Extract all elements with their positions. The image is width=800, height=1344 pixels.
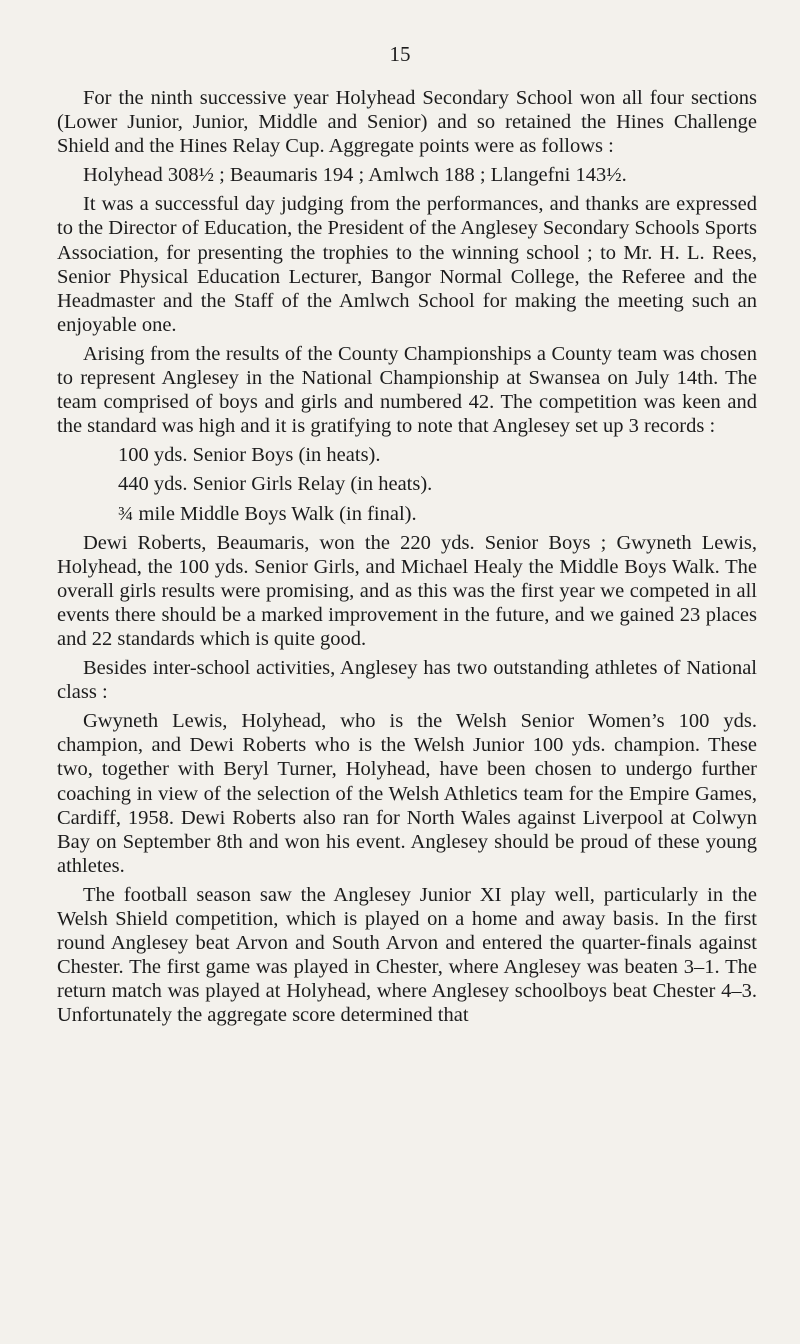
paragraph-thanks: It was a successful day judging from the performances, and thanks are expressed to the Director of Education, the President of the Anglesey Secondary Schools Sports Association, for presenting the trophies to the winning school ; to Mr. H. L. Rees, Senior Physical Education Lecturer, Bangor Normal College, the Referee and the Headmaster and the Staff of the Amlwch School for making the meeting such an enjoyable one. [57,193,757,336]
record-item: ¾ mile Middle Boys Walk (in final). [118,502,417,525]
document-body [57,86,757,1032]
paragraph-outstanding-athletes: Besides inter-school activities, Anglesey has two outstanding athletes of National class : [57,657,757,704]
paragraph-football: The football season saw the Anglesey Junior XI play well, particularly in the Welsh Shield competition, which is played on a home and away basis. In the first round Anglesey beat Arvon and South Arvon and entered the quarter-finals against Chester. The first game was played in Chester, where Anglesey was beaten 3–1. The return match was played at Holyhead, where Anglesey schoolboys beat Chester 4–3. Unfortunately the aggregate score determined that [57,883,757,1027]
paragraph-county-team: Arising from the results of the County Championships a County team was chosen to represent Anglesey in the National Championship at Swansea on July 14th. The team comprised of boys and girls and numbered 42. The competition was keen and the standard was high and it is gratifying to note that Anglesey set up 3 records : [57,342,757,438]
record-item: 440 yds. Senior Girls Relay (in heats). [118,473,433,496]
paragraph-sports-results: For the ninth successive year Holyhead Secondary School won all four sections (Lower Junior, Junior, Middle and Senior) and so retained the Hines Challenge Shield and the Hines Relay Cup. Aggregate points were as follows : [57,87,757,158]
record-item: 100 yds. Senior Boys (in heats). [118,444,381,467]
page-number: 15 [389,42,411,66]
paragraph-winners: Dewi Roberts, Beaumaris, won the 220 yds. Senior Boys ; Gwyneth Lewis, Holyhead, the 100 yds. Senior Girls, and Michael Healy the Middle Boys Walk. The overall girls results were promising, and as this was the first year we competed in all events there should be a marked improvement in the future, and we gained 23 places and 22 standards which is quite good. [57,531,757,650]
aggregate-points-line: Holyhead 308½ ; Beaumaris 194 ; Amlwch 188 ; Llangefni 143½. [83,164,627,187]
paragraph-champions: Gwyneth Lewis, Holyhead, who is the Welsh Senior Women’s 100 yds. champion, and Dewi Roberts who is the Welsh Junior 100 yds. champion. These two, together with Beryl Turner, Holyhead, have been chosen to undergo further coaching in view of the selection of the Welsh Athletics team for the Empire Games, Cardiff, 1958. Dewi Roberts also ran for North Wales against Liverpool at Colwyn Bay on September 8th and won his event. Anglesey should be proud of these young athletes. [57,710,757,877]
